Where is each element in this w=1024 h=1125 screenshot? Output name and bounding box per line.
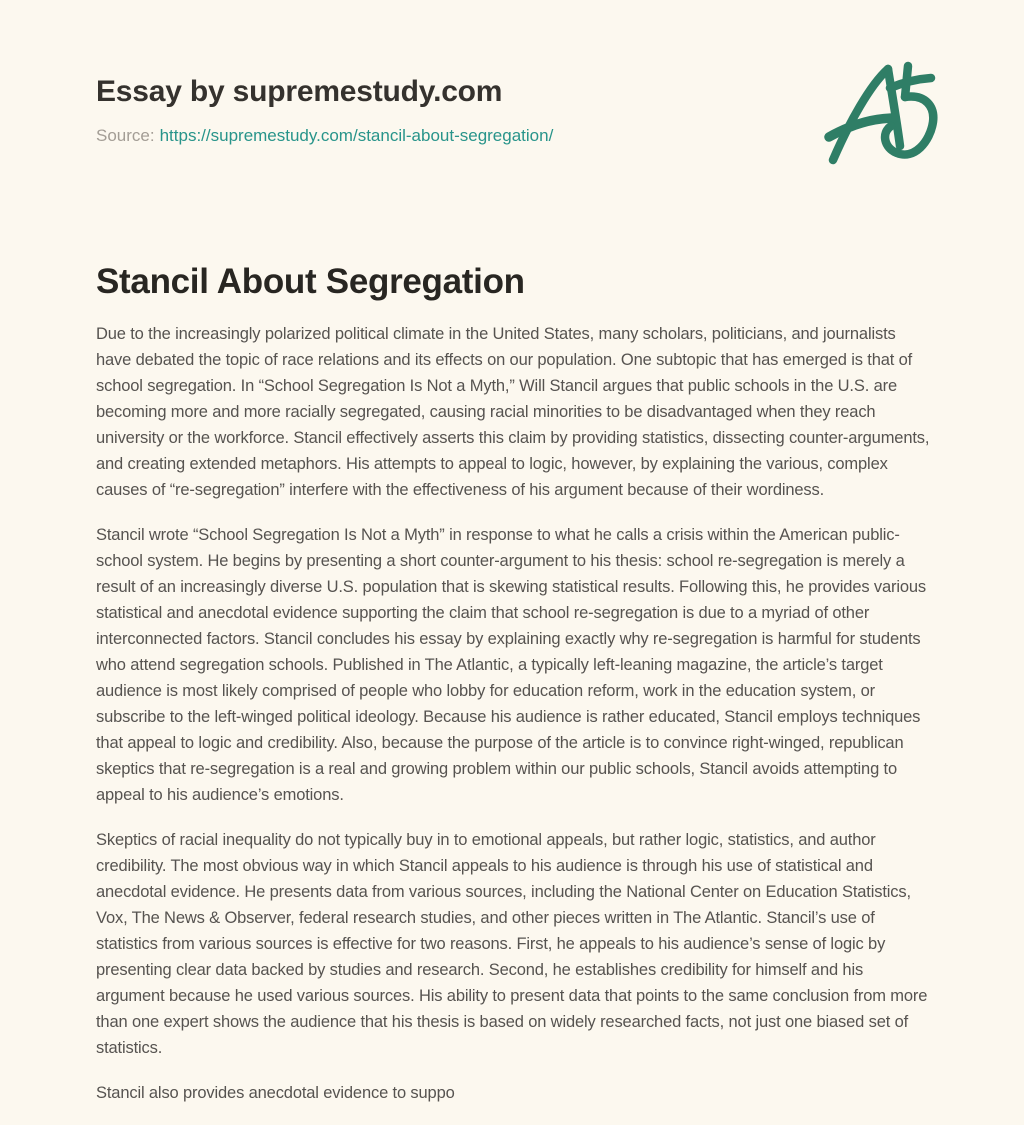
essay-paragraph-1: Due to the increasingly polarized political climate in the United States, many scholars, politicians, and journalists have debated the topic of race relations and its effects on our population. One subtopic that has emerged is that of school segregation. In “School Segregation Is Not a Myth,” Will Stancil argues that public schools in the U.S. are becoming more and more racially segregated, causing racial minorities to be disadvantaged when they reach university or the workforce. Stancil effectively asserts this claim by providing statistics, dissecting counter-arguments, and creating extended metaphors. His attempts to appeal to logic, however, by explaining the various, complex causes of “re-segregation” interfere with the effectiveness of his argument because of their wordiness.: [96, 325, 930, 499]
essay-content: [96, 0, 934, 1125]
essay-paragraph-4: Stancil also provides anecdotal evidence to suppo: [96, 1084, 455, 1102]
essay-paragraph-2: Stancil wrote “School Segregation Is Not a Myth” in response to what he calls a crisis within the American public-school system. He begins by presenting a short counter-argument to his thesis: school re-segregation is merely a result of an increasingly diverse U.S. population that is skewing statistical results. Following this, he provides various statistical and anecdotal evidence supporting the claim that school re-segregation is due to a myriad of other interconnected factors. Stancil concludes his essay by explaining exactly why re-segregation is harmful for students who attend segregation schools. Published in The Atlantic, a typically left-leaning magazine, the article’s target audience is most likely comprised of people who lobby for education reform, work in the education system, or subscribe to the left-winged political ideology. Because his audience is rather educated, Stancil employs techniques that appeal to logic and credibility. Also, because the purpose of the article is to convince right-winged, republican skeptics that re-segregation is a real and growing problem within our public schools, Stancil avoids attempting to appeal to his audience’s emotions.: [96, 526, 927, 804]
essay-body: [96, 321, 934, 1106]
source-line: [96, 125, 934, 147]
source-link[interactable]: https://supremestudy.com/stancil-about-segregation/: [159, 126, 554, 145]
source-label: Source:: [96, 126, 155, 145]
essay-title: Stancil About Segregation: [96, 262, 525, 301]
essay-paragraph-3: Skeptics of racial inequality do not typically buy in to emotional appeals, but rather logic, statistics, and author credibility. The most obvious way in which Stancil appeals to his audience is through his use of statistical and anecdotal evidence. He presents data from various sources, including the National Center on Education Statistics, Vox, The News & Observer, federal research studies, and other pieces written in The Atlantic. Stancil’s use of statistics from various sources is effective for two reasons. First, he appeals to his audience’s sense of logic by presenting clear data backed by studies and research. Second, he establishes credibility for himself and his argument because he used various sources. His ability to present data that points to the same conclusion from more than one expert shows the audience that his thesis is based on widely researched facts, not just one biased set of statistics.: [96, 831, 928, 1057]
page-header-title: Essay by supremestudy.com: [96, 75, 503, 108]
